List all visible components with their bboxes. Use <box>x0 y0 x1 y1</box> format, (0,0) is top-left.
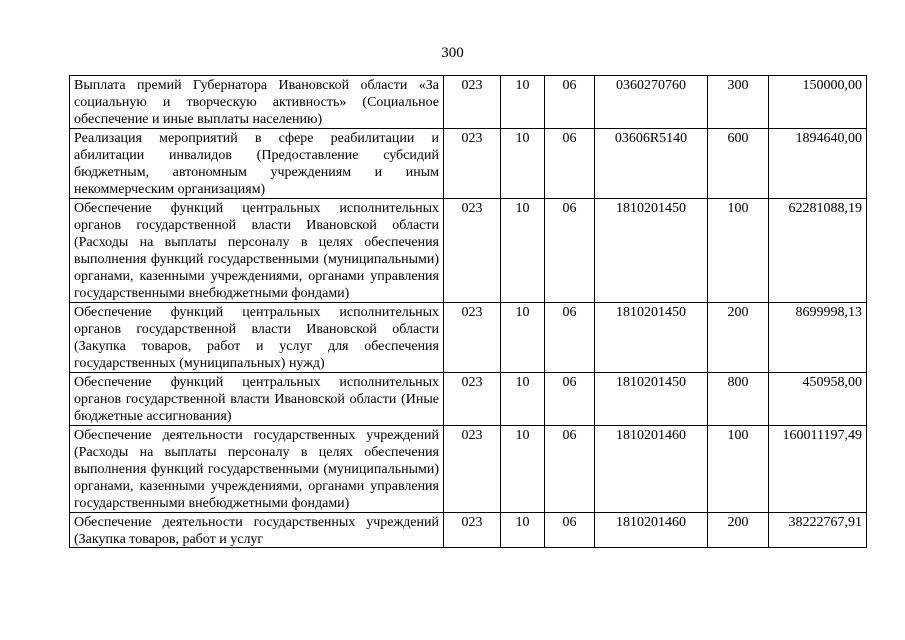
expense-type-code: 200 <box>708 513 769 548</box>
subsection-code: 06 <box>545 513 595 548</box>
row-description: Обеспечение деятельности государственных учреждений (Расходы на выплаты персоналу в целях обеспечения выполнения функций государственными (муниципальными) органами, казенными учреждениями, органами управления государственными внебюджетными фондами) <box>70 426 444 513</box>
expense-type-code: 800 <box>708 373 769 426</box>
section-code: 10 <box>501 513 545 548</box>
row-description: Обеспечение функций центральных исполнительных органов государственной власти Ивановской области (Расходы на выплаты персоналу в целях обеспечения выполнения функций государственными (муниципальными) органами, казенными учреждениями, органами управления государственными внебюджетными фондами) <box>70 199 444 303</box>
row-description: Выплата премий Губернатора Ивановской области «За социальную и творческую активность» (Социальное обеспечение и иные выплаты населению) <box>70 76 444 129</box>
ministry-code: 023 <box>444 76 501 129</box>
expense-type-code: 100 <box>708 426 769 513</box>
amount-value: 450958,00 <box>769 373 867 426</box>
subsection-code: 06 <box>545 426 595 513</box>
row-description-text: Обеспечение деятельности государственных учреждений (Закупка товаров, работ и услуг <box>74 515 439 547</box>
subsection-code: 06 <box>545 76 595 129</box>
table-row <box>70 199 867 303</box>
table-row <box>70 513 867 548</box>
row-description: Реализация мероприятий в сфере реабилитации и абилитации инвалидов (Предоставление субсидий бюджетным, автономным учреждениям и иным некоммерческим организациям) <box>70 129 444 199</box>
subsection-code: 06 <box>545 373 595 426</box>
section-code: 10 <box>501 426 545 513</box>
table-row <box>70 303 867 373</box>
expense-type-code: 600 <box>708 129 769 199</box>
row-description: Обеспечение функций центральных исполнительных органов государственной власти Ивановской области (Иные бюджетные ассигнования) <box>70 373 444 426</box>
amount-value: 160011197,49 <box>769 426 867 513</box>
section-code: 10 <box>501 303 545 373</box>
target-article-code: 0360270760 <box>595 76 708 129</box>
subsection-code: 06 <box>545 303 595 373</box>
ministry-code: 023 <box>444 303 501 373</box>
section-code: 10 <box>501 76 545 129</box>
target-article-code: 1810201450 <box>595 373 708 426</box>
amount-value: 38222767,91 <box>769 513 867 548</box>
table-row <box>70 76 867 129</box>
table-row <box>70 373 867 426</box>
amount-value: 62281088,19 <box>769 199 867 303</box>
table-row <box>70 426 867 513</box>
ministry-code: 023 <box>444 199 501 303</box>
section-code: 10 <box>501 373 545 426</box>
expense-type-code: 300 <box>708 76 769 129</box>
subsection-code: 06 <box>545 129 595 199</box>
amount-value: 150000,00 <box>769 76 867 129</box>
amount-value: 1894640,00 <box>769 129 867 199</box>
target-article-code: 1810201460 <box>595 426 708 513</box>
ministry-code: 023 <box>444 129 501 199</box>
target-article-code: 03606R5140 <box>595 129 708 199</box>
ministry-code: 023 <box>444 373 501 426</box>
row-description <box>70 513 444 548</box>
target-article-code: 1810201460 <box>595 513 708 548</box>
subsection-code: 06 <box>545 199 595 303</box>
target-article-code: 1810201450 <box>595 199 708 303</box>
expense-type-code: 200 <box>708 303 769 373</box>
row-description: Обеспечение функций центральных исполнительных органов государственной власти Ивановской области (Закупка товаров, работ и услуг для обеспечения государственных (муниципальных) нужд) <box>70 303 444 373</box>
ministry-code: 023 <box>444 513 501 548</box>
section-code: 10 <box>501 129 545 199</box>
budget-table <box>69 75 867 548</box>
expense-type-code: 100 <box>708 199 769 303</box>
amount-value: 8699998,13 <box>769 303 867 373</box>
target-article-code: 1810201450 <box>595 303 708 373</box>
page-number: 300 <box>441 45 464 61</box>
section-code: 10 <box>501 199 545 303</box>
table-row <box>70 129 867 199</box>
ministry-code: 023 <box>444 426 501 513</box>
